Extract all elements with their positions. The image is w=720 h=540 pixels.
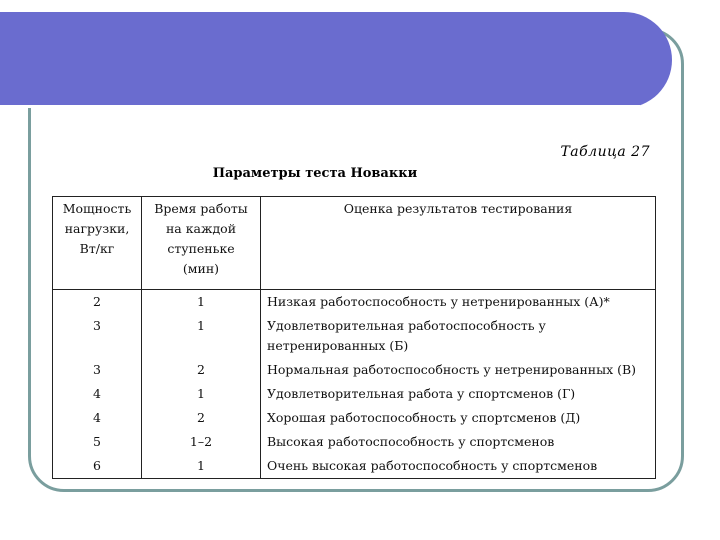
slide-content	[52, 140, 658, 473]
cell-time: 2	[142, 358, 261, 382]
table-row	[53, 314, 656, 358]
cell-evaluation: Удовлетворительная работоспособность у нетренированных (Б)	[261, 314, 656, 358]
cell-time: 1	[142, 382, 261, 406]
slide-title-banner	[0, 12, 672, 108]
header-power: Мощность нагрузки, Вт/кг	[53, 197, 142, 290]
table-row	[53, 382, 656, 406]
cell-evaluation: Низкая работоспособность у нетренированных (А)*	[261, 290, 656, 315]
table-row	[53, 406, 656, 430]
cell-time: 1	[142, 454, 261, 479]
cell-evaluation: Высокая работоспособность у спортсменов	[261, 430, 656, 454]
cell-power: 3	[53, 358, 142, 382]
cell-evaluation: Хорошая работоспособность у спортсменов (Д)	[261, 406, 656, 430]
cell-power: 5	[53, 430, 142, 454]
cell-time: 2	[142, 406, 261, 430]
table-row	[53, 430, 656, 454]
table-number: Таблица 27	[560, 144, 650, 160]
header-evaluation: Оценка результатов тестирования	[261, 197, 656, 290]
cell-power: 6	[53, 454, 142, 479]
banner-divider	[0, 105, 640, 108]
table-row	[53, 290, 656, 315]
cell-time: 1	[142, 314, 261, 358]
novakki-parameters-table	[52, 196, 656, 479]
cell-time: 1	[142, 290, 261, 315]
cell-time: 1–2	[142, 430, 261, 454]
table-title: Параметры теста Новакки	[212, 166, 418, 181]
cell-evaluation: Нормальная работоспособность у нетренированных (В)	[261, 358, 656, 382]
cell-evaluation: Очень высокая работоспособность у спортсменов	[261, 454, 656, 479]
cell-power: 4	[53, 406, 142, 430]
table-row	[53, 454, 656, 479]
cell-evaluation: Удовлетворительная работа у спортсменов (Г)	[261, 382, 656, 406]
cell-power: 2	[53, 290, 142, 315]
table-header-row	[53, 197, 656, 290]
header-time: Время работы на каждой ступеньке (мин)	[142, 197, 261, 290]
table-row	[53, 358, 656, 382]
cell-power: 4	[53, 382, 142, 406]
cell-power: 3	[53, 314, 142, 358]
